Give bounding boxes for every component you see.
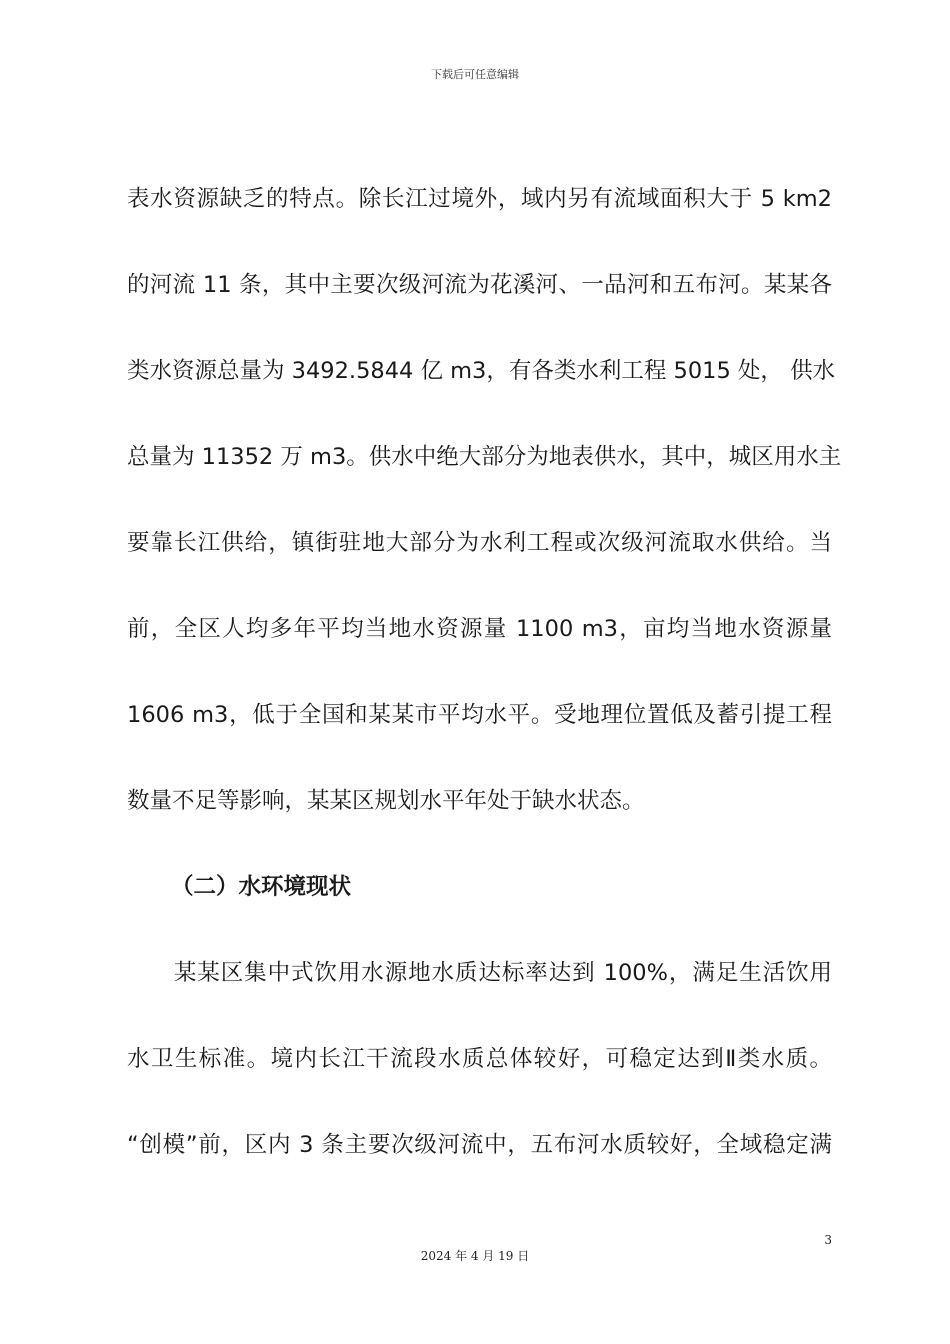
paragraph-line: “创模”前，区内 3 条主要次级河流中，五布河水质较好，全域稳定满 (127, 1132, 832, 1158)
footer-date: 2024 年 4 月 19 日 (420, 1249, 530, 1263)
page-header: 下载后可任意编辑 (431, 68, 519, 81)
paragraph-line: 表水资源缺乏的特点。除长江过境外，域内另有流域面积大于 5 km2 (127, 186, 832, 212)
paragraph-line: 1606 m3，低于全国和某某市平均水平。受地理位置低及蓄引提工程 (127, 702, 832, 728)
paragraph-line: 前，全区人均多年平均当地水资源量 1100 m3，亩均当地水资源量 (127, 616, 832, 642)
page-number: 3 (824, 1233, 832, 1247)
paragraph-line: 水卫生标准。境内长江干流段水质总体较好，可稳定达到Ⅱ类水质。 (127, 1046, 832, 1072)
paragraph-line: 数量不足等影响，某某区规划水平年处于缺水状态。 (127, 788, 645, 814)
paragraph-line: 某某区集中式饮用水源地水质达标率达到 100%，满足生活饮用 (127, 960, 832, 986)
paragraph-line: 的河流 11 条，其中主要次级河流为花溪河、一品河和五布河。某某各 (127, 272, 832, 298)
section-heading: （二）水环境现状 (171, 874, 352, 900)
paragraph-line: 要靠长江供给，镇街驻地大部分为水利工程或次级河流取水供给。当 (127, 530, 832, 556)
paragraph-line: 总量为 11352 万 m3。供水中绝大部分为地表供水，其中，城区用水主 (127, 444, 842, 470)
paragraph-line: 类水资源总量为 3492.5844 亿 m3，有各类水利工程 5015 处， 供水 (127, 358, 836, 384)
